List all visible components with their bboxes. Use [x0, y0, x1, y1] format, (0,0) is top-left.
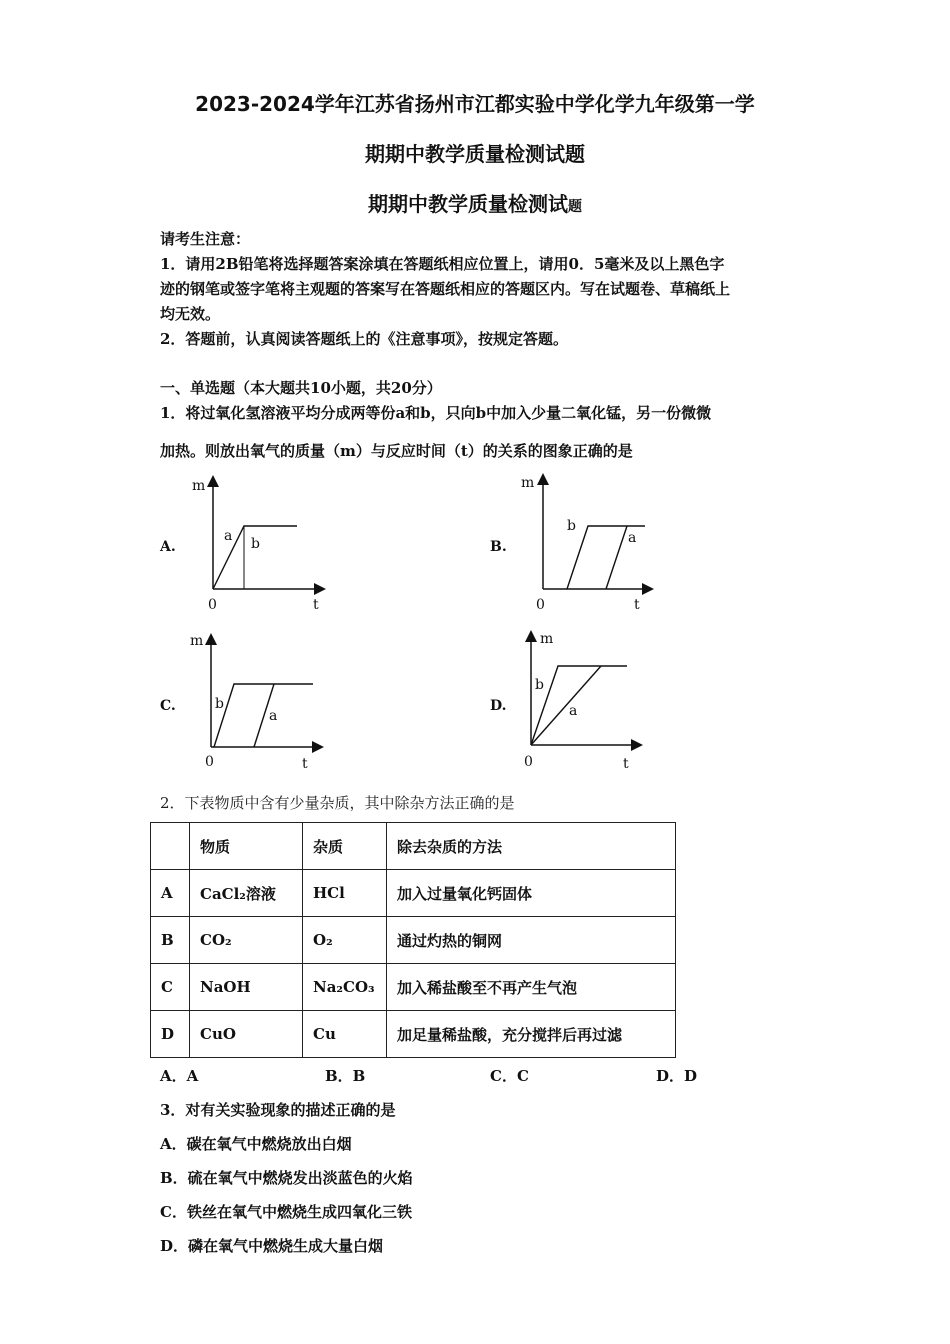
graph-c-label-b: b: [215, 696, 224, 712]
graph-b-x-label: t: [634, 597, 640, 613]
title-line-2: 期期中教学质量检测试题: [365, 142, 585, 166]
graph-d-x-label: t: [623, 756, 629, 772]
notice-item-2: 2．答题前，认真阅读答题纸上的《注意事项》，按规定答题。: [160, 330, 568, 348]
graph-d-curve-b: [531, 666, 627, 745]
table-cell-substance: NaOH: [190, 964, 303, 1011]
q3-option-b: B．硫在氧气中燃烧发出淡蓝色的火焰: [160, 1169, 413, 1187]
q2-stem: 2．下表物质中含有少量杂质，其中除杂方法正确的是: [160, 794, 515, 812]
q2-option-a: A．A: [160, 1067, 199, 1085]
title-line-3-text: 期期中教学质量检测试: [368, 192, 568, 216]
graph-a-label-a: a: [224, 528, 233, 544]
table-cell-key: D: [151, 1011, 190, 1058]
table-cell-method: 加入稀盐酸至不再产生气泡: [387, 964, 676, 1011]
graph-b-y-label: m: [521, 475, 535, 491]
table-cell-substance: CO₂: [190, 917, 303, 964]
graph-d-label-b: b: [535, 677, 544, 693]
graph-d-label-a: a: [569, 703, 578, 719]
title-line-3-tail: 题: [568, 199, 582, 215]
table-header-row: [151, 823, 676, 870]
q3-stem: 3．对有关实验现象的描述正确的是: [160, 1101, 396, 1119]
q2-option-d: D．D: [656, 1067, 698, 1085]
graph-c: [160, 633, 321, 772]
graph-a-label-b: b: [251, 536, 260, 552]
table-cell-substance: CuO: [190, 1011, 303, 1058]
table-cell-key: C: [151, 964, 190, 1011]
q2-table: [150, 822, 676, 1058]
graph-c-option-label: C.: [160, 698, 176, 714]
graph-b-origin: 0: [536, 597, 545, 613]
graph-b-label-a: a: [628, 530, 637, 546]
table-row: [151, 870, 676, 917]
table-header-cell: 物质: [190, 823, 303, 870]
q1-stem-line-2: 加热。则放出氧气的质量（m）与反应时间（t）的关系的图象正确的是: [160, 442, 633, 460]
section-heading: 一、单选题（本大题共10小题，共20分）: [160, 379, 442, 397]
graph-d-option-label: D.: [490, 698, 507, 714]
table-cell-impurity: O₂: [303, 917, 387, 964]
graph-a-origin: 0: [208, 597, 217, 613]
graph-d-y-label: m: [540, 631, 554, 647]
table-cell-substance: CaCl₂溶液: [190, 870, 303, 917]
table-cell-impurity: Cu: [303, 1011, 387, 1058]
table-cell-method: 加足量稀盐酸，充分搅拌后再过滤: [387, 1011, 676, 1058]
q3-option-d: D．磷在氧气中燃烧生成大量白烟: [160, 1237, 384, 1255]
graph-a-x-label: t: [313, 597, 319, 613]
q3-option-c: C．铁丝在氧气中燃烧生成四氧化三铁: [160, 1203, 412, 1221]
graph-a-y-label: m: [192, 478, 206, 494]
q1-stem-line-1: 1．将过氧化氢溶液平均分成两等份a和b，只向b中加入少量二氧化锰，另一份微微: [160, 404, 712, 422]
notice-item-1-line-2: 迹的钢笔或签字笔将主观题的答案写在答题纸相应的答题区内。写在试题卷、草稿纸上: [160, 280, 731, 298]
table-header-cell: [151, 823, 190, 870]
notice-item-1-line-1: 1．请用2B铅笔将选择题答案涂填在答题纸相应位置上，请用0．5毫米及以上黑色字: [160, 255, 725, 273]
table-cell-method: 通过灼热的铜网: [387, 917, 676, 964]
graph-c-y-label: m: [190, 633, 204, 649]
table-cell-key: B: [151, 917, 190, 964]
graph-a-option-label: A.: [160, 539, 176, 555]
graph-b-label-b: b: [567, 518, 576, 534]
table-cell-impurity: Na₂CO₃: [303, 964, 387, 1011]
table-cell-impurity: HCl: [303, 870, 387, 917]
q2-option-c: C．C: [490, 1067, 529, 1085]
table-row: [151, 1011, 676, 1058]
q2-option-b: B．B: [325, 1067, 366, 1085]
q3-option-a: A．碳在氧气中燃烧放出白烟: [160, 1135, 352, 1153]
table-row: [151, 964, 676, 1011]
graph-c-origin: 0: [205, 754, 214, 770]
graph-b-curve-a: [606, 526, 627, 589]
table-header-cell: 除去杂质的方法: [387, 823, 676, 870]
graph-b: [490, 475, 651, 613]
notice-heading: 请考生注意：: [160, 230, 251, 248]
table-cell-key: A: [151, 870, 190, 917]
graph-b-option-label: B.: [490, 539, 507, 555]
title-line-1: 2023-2024学年江苏省扬州市江都实验中学化学九年级第一学: [195, 92, 755, 116]
notice-item-1-line-3: 均无效。: [160, 305, 221, 323]
table-cell-method: 加入过量氧化钙固体: [387, 870, 676, 917]
table-header-cell: 杂质: [303, 823, 387, 870]
graph-c-x-label: t: [302, 756, 308, 772]
table-row: [151, 917, 676, 964]
graph-a: [159, 478, 323, 613]
graph-c-label-a: a: [269, 708, 278, 724]
graph-d: [490, 631, 640, 772]
graph-d-origin: 0: [524, 754, 533, 770]
